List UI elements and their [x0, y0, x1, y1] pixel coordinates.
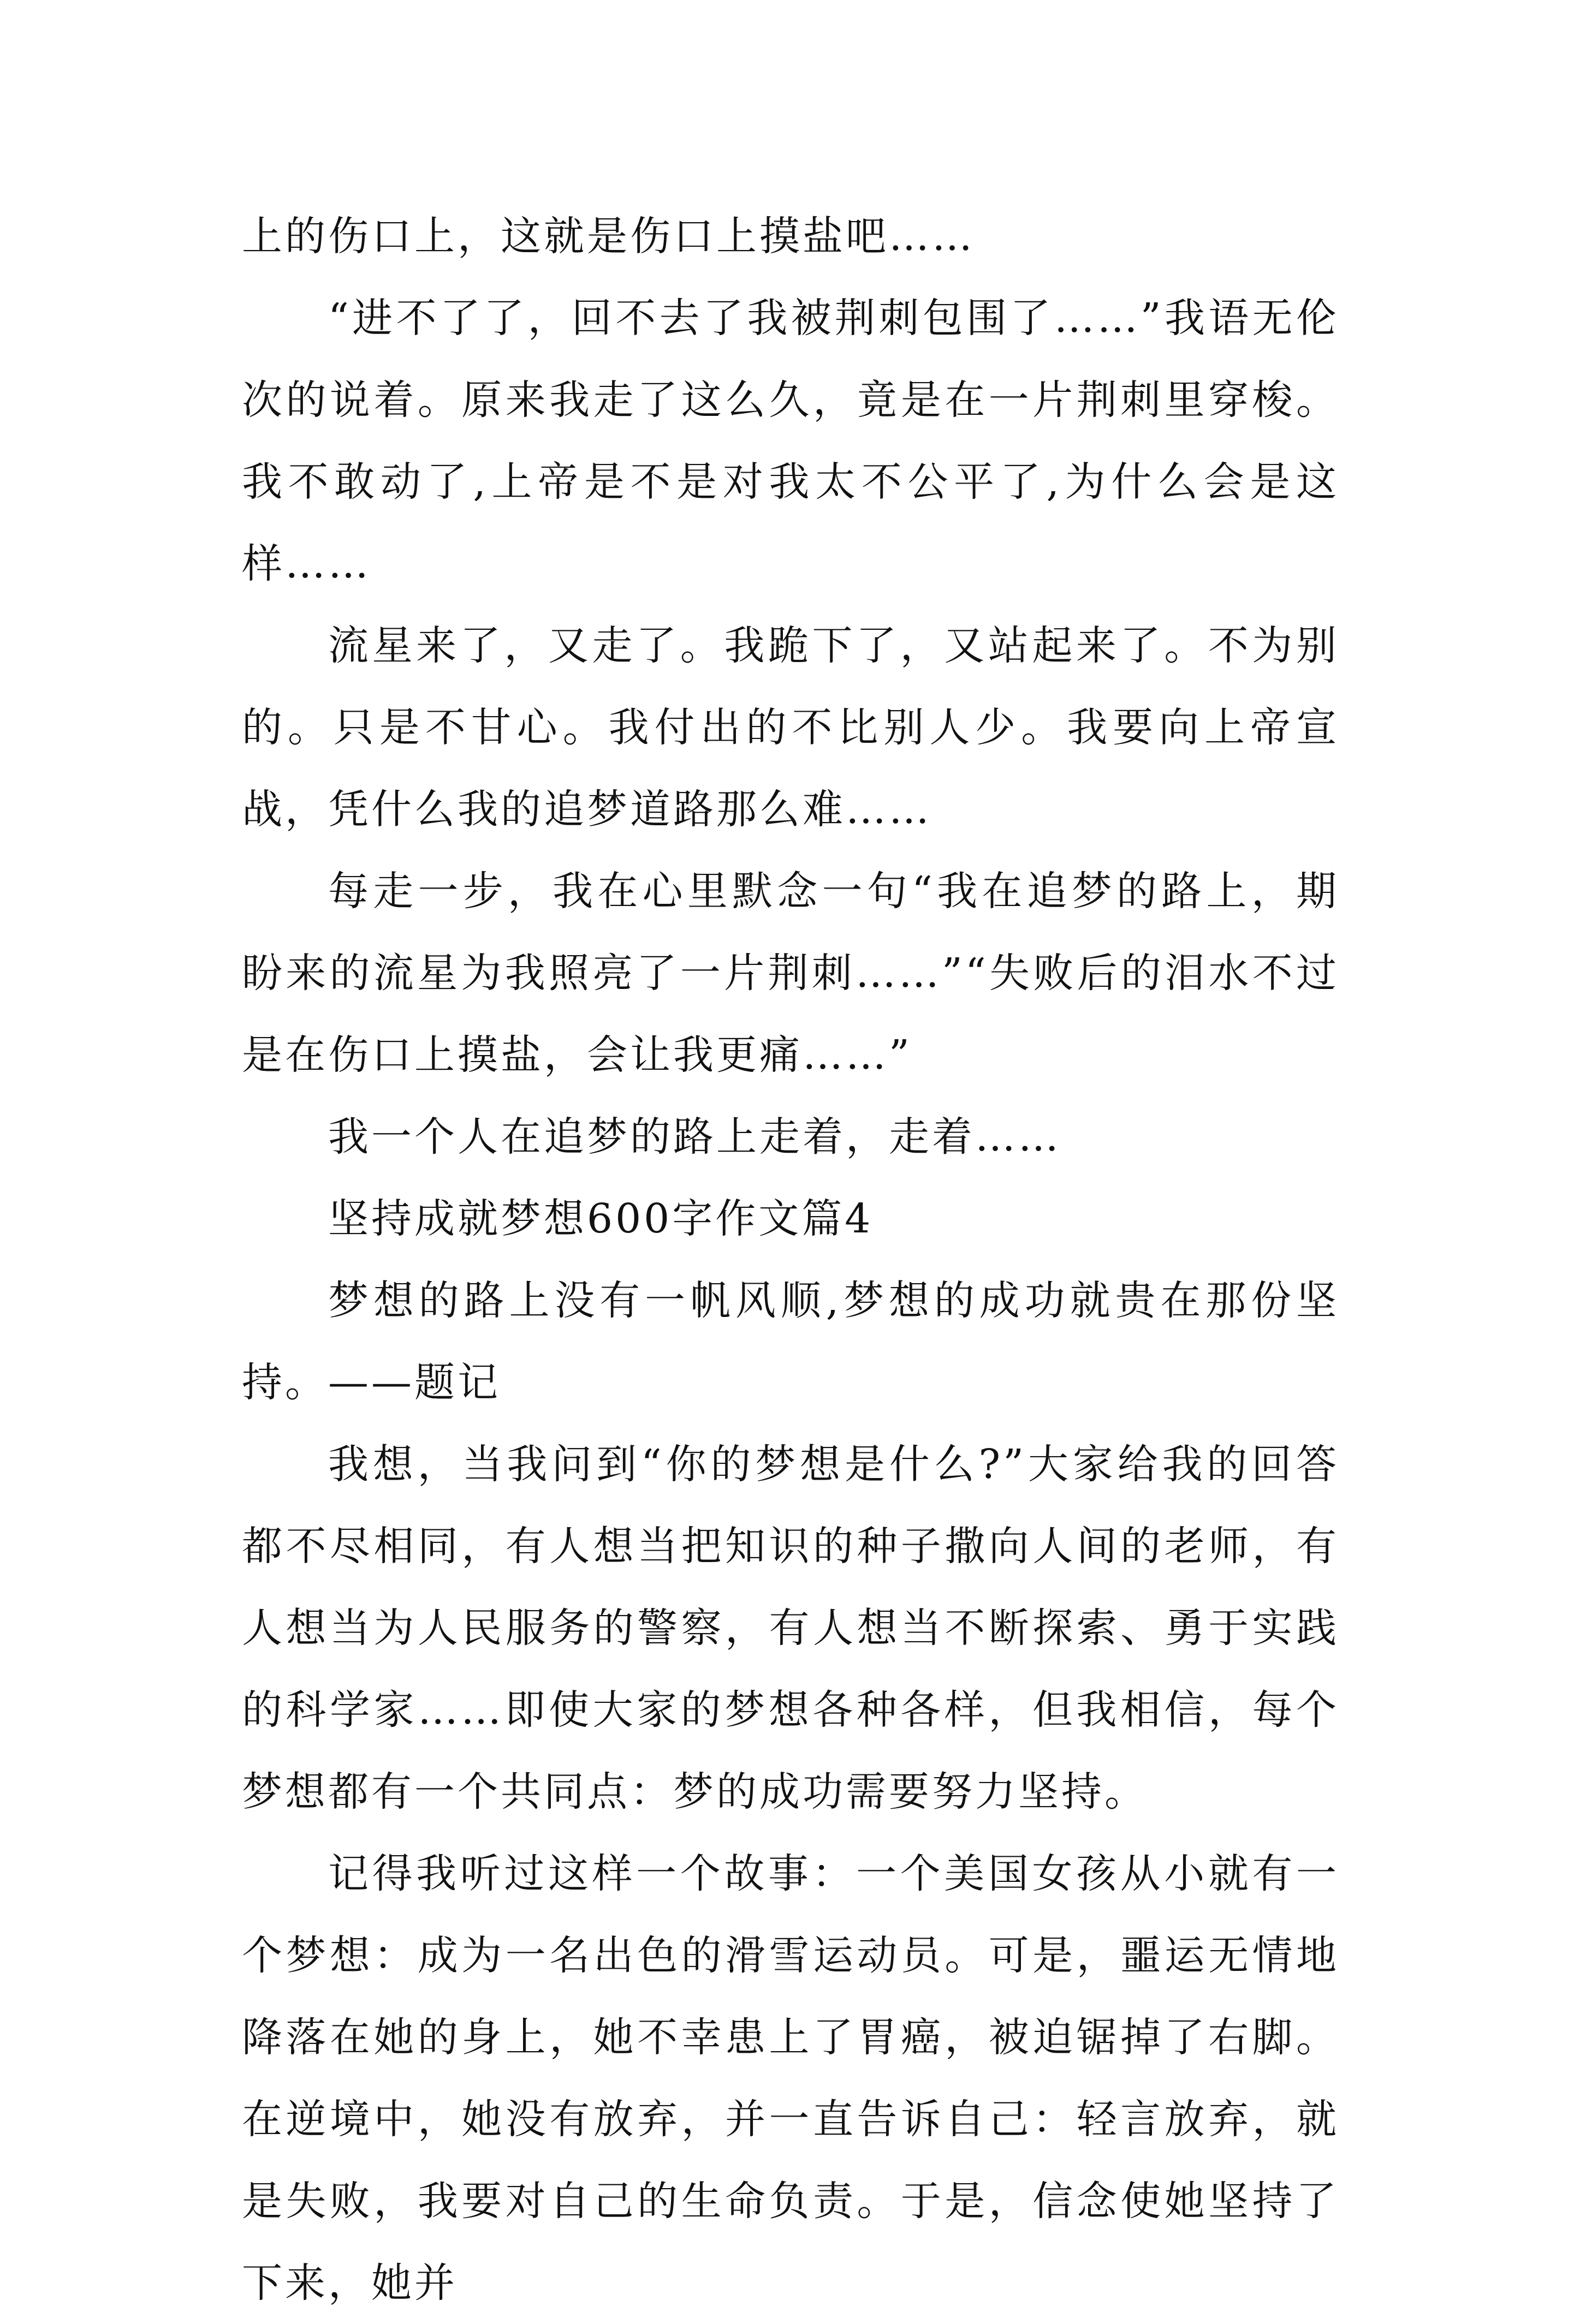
epigraph: 梦想的路上没有一帆风顺,梦想的成功就贵在那份坚持。——题记 — [242, 1277, 1339, 1406]
paragraph-5: 我一个人在追梦的路上走着，走着…… — [328, 1113, 1061, 1160]
paragraph-1: 上的伤口上，这就是伤口上摸盐吧…… — [242, 213, 975, 260]
paragraph-9: 记得我听过这样一个故事：一个美国女孩从小就有一个梦想：成为一名出色的滑雪运动员。可是，噩运无情地降落在她的身上，她不幸患上了胃癌，被迫锯掉了右脚。在逆境中，她没有放弃，并一直告诉自己：轻言放弃，就是失败，我要对自己的生命负责。于是，信念使她坚持了下来，她并 — [242, 1850, 1339, 2307]
paragraph-3: 流星来了，又走了。我跪下了，又站起来了。不为别的。只是不甘心。我付出的不比别人少。我要向上帝宣战，凭什么我的追梦道路那么难…… — [242, 622, 1339, 833]
paragraph-4: 每走一步，我在心里默念一句“我在追梦的路上，期盼来的流星为我照亮了一片荆刺……”“失败后的泪水不过是在伤口上摸盐，会让我更痛……” — [242, 868, 1339, 1078]
section-heading: 坚持成就梦想600字作文篇4 — [328, 1195, 874, 1242]
paragraph-2: “进不了了，回不去了我被荆刺包围了……”我语无伦次的说着。原来我走了这么久，竟是在一片荆刺里穿梭。我不敢动了,上帝是不是对我太不公平了,为什么会是这样…… — [242, 295, 1339, 587]
paragraph-8: 我想，当我问到“你的梦想是什么?”大家给我的回答都不尽相同，有人想当把知识的种子撒向人间的老师，有人想当为人民服务的警察，有人想当不断探索、勇于实践的科学家……即使大家的梦想各种各样，但我相信，每个梦想都有一个共同点：梦的成功需要努力坚持。 — [242, 1441, 1339, 1815]
body-text — [242, 195, 1339, 2324]
